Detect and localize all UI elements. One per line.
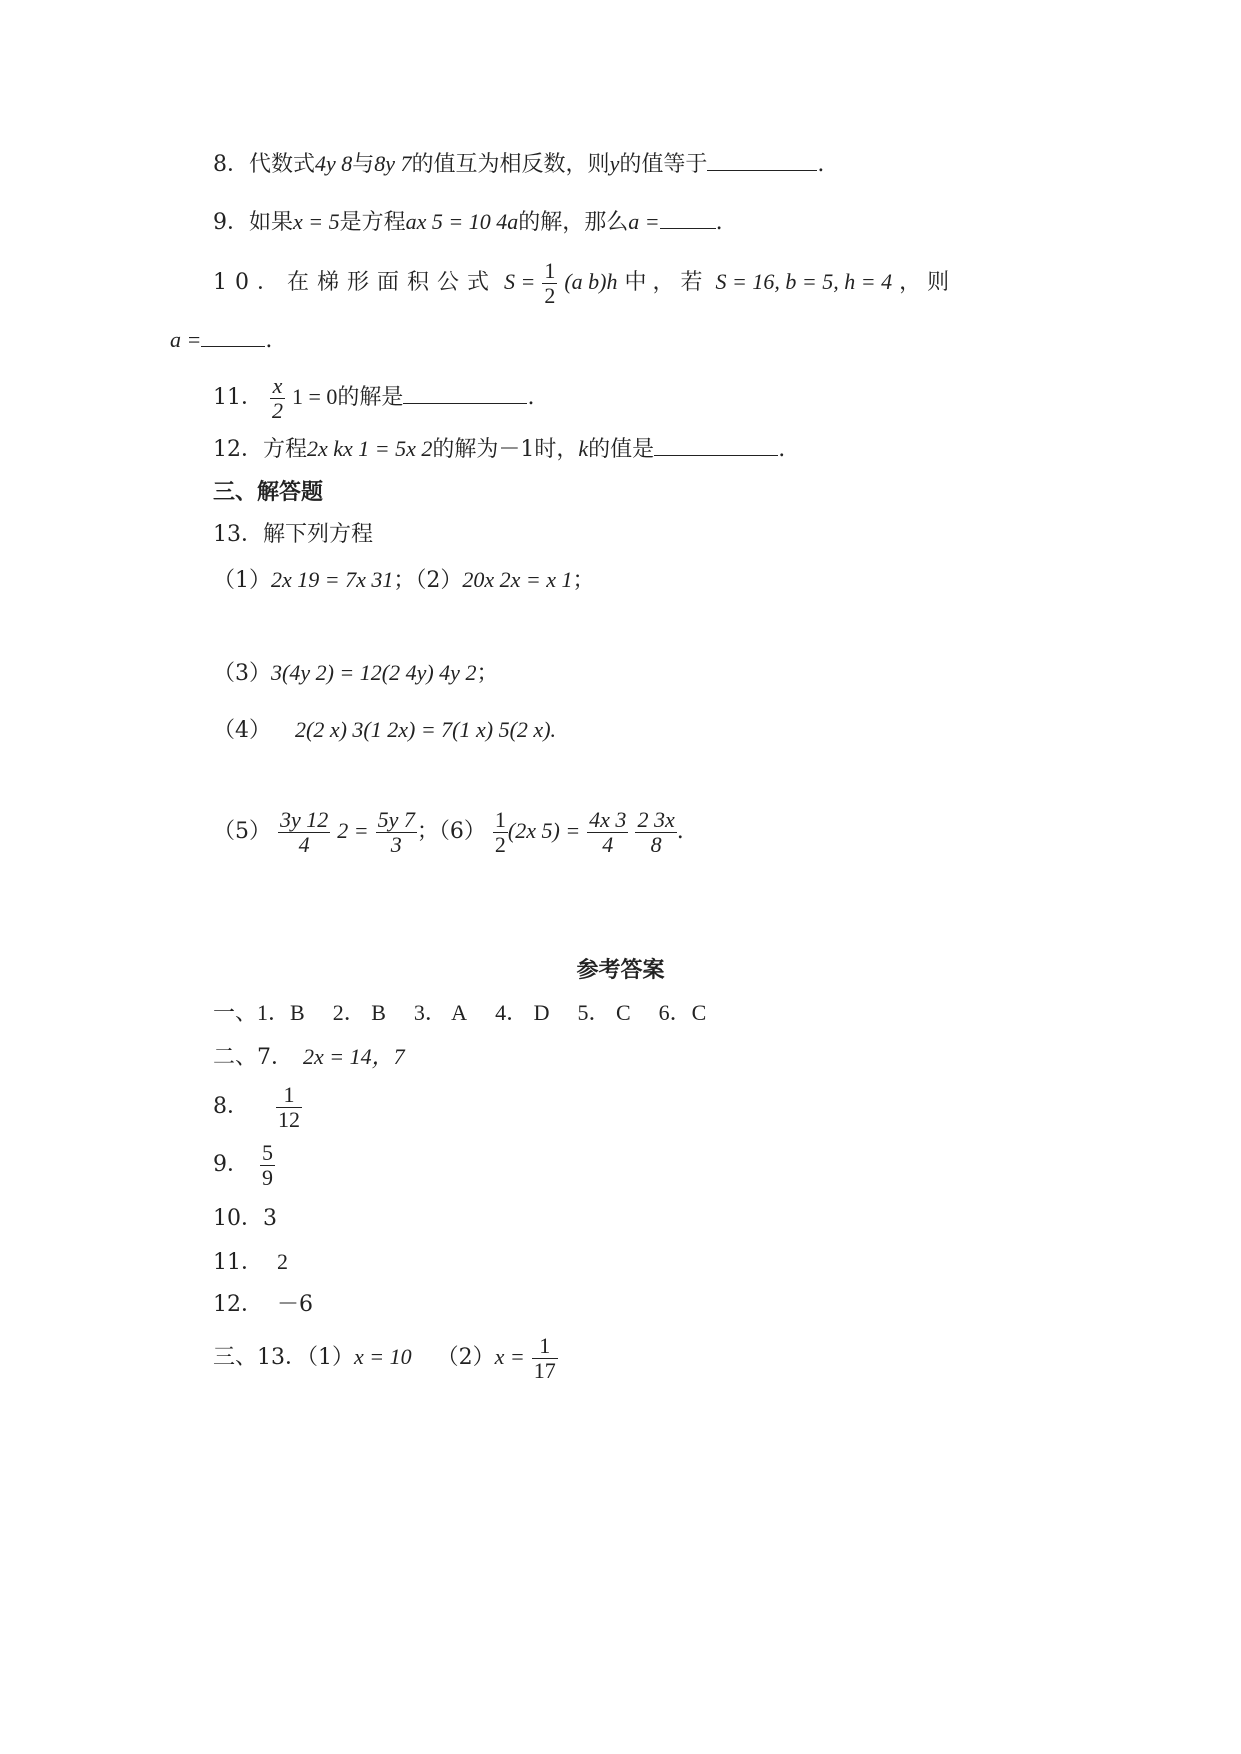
answers-row-1 xyxy=(213,998,706,1029)
answer-11-value: 2 xyxy=(277,1249,288,1274)
q13-row-1 xyxy=(213,565,595,596)
q13-p6-frac2 xyxy=(587,808,628,857)
answer-8-den: 12 xyxy=(278,1106,300,1132)
answer-8-label: 8． xyxy=(213,1094,249,1119)
q9-var: a = xyxy=(628,209,660,234)
answer-2: 2． B xyxy=(332,1000,386,1025)
q13-p6-f2-den: 4 xyxy=(602,831,614,857)
q11-blank[interactable] xyxy=(403,381,527,404)
q13-p4-label: （4） xyxy=(213,718,271,743)
q10-fraction xyxy=(542,259,557,308)
q8-prefix: 8．代数式 xyxy=(213,152,315,177)
answer-13-row xyxy=(213,1330,558,1385)
q12-suffix2: 的值是 xyxy=(588,437,655,462)
q13-p1-label: （1） xyxy=(213,568,271,593)
q13-p4-eq: 2(2 x) 3(1 2x) = 7(1 x) 5(2 x). xyxy=(295,717,557,742)
answer-12-row xyxy=(213,1290,313,1320)
q8-suffix: 的值互为相反数，则 xyxy=(411,152,610,177)
q10-prefix: 10．在梯形面积公式 xyxy=(213,270,497,295)
q12-end: . xyxy=(778,437,786,462)
q9-cond: x = 5 xyxy=(293,209,340,234)
answer-13-label: 三、13． xyxy=(213,1345,307,1370)
question-8 xyxy=(213,148,824,180)
q10-formula-lhs: S = xyxy=(504,269,536,294)
q12-eq: 2x kx 1 = 5x 2 xyxy=(307,436,433,461)
q10-line2-var: a = xyxy=(170,327,202,352)
q11-fraction xyxy=(270,374,285,423)
answer-13-p2-num: 1 xyxy=(532,1334,558,1359)
q13-p6-f3-num: 2 3x xyxy=(637,806,675,832)
q12-blank[interactable] xyxy=(654,433,778,456)
answer-4: 4． D xyxy=(495,1000,550,1025)
q9-blank[interactable] xyxy=(660,206,716,229)
q10-formula-rhs: (a b)h xyxy=(564,269,618,294)
answers-title: 参考答案 xyxy=(576,957,665,983)
answer-3: 3． A xyxy=(413,1000,468,1025)
answers-row1-label: 一、 xyxy=(213,1001,258,1026)
q8-mid: 与 xyxy=(352,152,375,177)
answer-13-p2-fraction xyxy=(532,1334,558,1383)
q12-prefix: 12．方程 xyxy=(213,437,307,462)
answer-12-value: －6 xyxy=(277,1292,313,1317)
question-10-line2 xyxy=(170,324,272,356)
q8-blank[interactable] xyxy=(707,148,817,171)
answer-9-fraction xyxy=(260,1141,275,1190)
q13-row-4 xyxy=(213,715,556,746)
q13-p6-mid: (2x 5) = xyxy=(507,818,581,843)
q13-p3-label: （3） xyxy=(213,661,271,686)
section-3-heading: 三、解答题 xyxy=(213,479,324,505)
q8-end: . xyxy=(817,152,825,177)
q9-end: . xyxy=(715,210,723,235)
answer-9-row xyxy=(213,1138,275,1192)
answer-8-num: 1 xyxy=(276,1083,302,1108)
q13-p6-frac3 xyxy=(635,808,676,857)
q13-p5-frac2 xyxy=(376,808,417,857)
q13-p6-f3-den: 8 xyxy=(650,831,662,857)
answer-6: 6．C xyxy=(658,1000,707,1025)
q13-p6-label: （6） xyxy=(438,819,486,844)
answer-8-fraction xyxy=(276,1083,302,1132)
q10-blank[interactable] xyxy=(201,324,265,347)
q13-p6-f2-num: 4x 3 xyxy=(589,806,627,832)
q13-p1-sep: ； xyxy=(393,568,416,593)
q13-p5-f2-num: 5y 7 xyxy=(377,806,415,832)
q9-suffix: 的解，那么 xyxy=(518,210,629,235)
answer-13-p2-lhs: x = xyxy=(494,1344,525,1369)
q12-var: k xyxy=(578,436,589,461)
q10-end: . xyxy=(265,328,273,353)
q13-p5-label: （5） xyxy=(213,819,271,844)
answer-13-p2-den: 17 xyxy=(533,1357,556,1383)
q13-p1-eq: 2x 19 = 7x 31 xyxy=(271,567,394,592)
question-11 xyxy=(213,372,534,423)
answer-11-row xyxy=(213,1247,288,1278)
q13-p2-label: （2） xyxy=(415,568,463,593)
q11-frac-den: 2 xyxy=(272,397,283,423)
answer-13-p1-label: （1） xyxy=(307,1345,354,1370)
q13-p6-f1-den: 2 xyxy=(494,831,506,857)
answer-12-label: 12． xyxy=(213,1292,263,1317)
q11-frac-num: x xyxy=(270,374,285,399)
q8-var: y xyxy=(609,151,620,176)
answer-7: 2x = 14，7 xyxy=(303,1044,405,1069)
q10-mid: 中，若 xyxy=(624,270,709,295)
q12-suffix: 的解为－1时， xyxy=(432,437,579,462)
answer-10: 10．3 xyxy=(213,1206,277,1231)
answer-13-p1: x = 10 xyxy=(354,1344,412,1369)
q13-p5-f1-den: 4 xyxy=(298,831,310,857)
q13-row-5 xyxy=(213,804,684,859)
q9-prefix: 9．如果 xyxy=(213,210,293,235)
q13-p6-frac1 xyxy=(493,808,508,857)
question-12 xyxy=(213,433,785,465)
question-10 xyxy=(213,258,955,308)
q11-prefix: 11． xyxy=(213,385,263,410)
q10-then: ，则 xyxy=(899,270,956,295)
answer-1: 1．B xyxy=(257,1000,305,1025)
question-9 xyxy=(213,206,723,238)
q13-p5-frac1 xyxy=(278,808,330,857)
answer-11-label: 11． xyxy=(213,1250,263,1275)
q9-mid: 是方程 xyxy=(339,210,406,235)
q11-rest: 1 = 0 xyxy=(292,384,338,409)
answer-9-label: 9． xyxy=(213,1152,249,1177)
q10-frac-den: 2 xyxy=(544,282,556,308)
q13-row-3 xyxy=(213,658,498,689)
answer-9-num: 5 xyxy=(262,1139,273,1165)
q10-frac-num: 1 xyxy=(544,257,556,283)
q13-p2-eq: 20x 2x = x 1 xyxy=(462,567,573,592)
q13-p6-end: . xyxy=(676,819,684,844)
question-13-title: 13．解下列方程 xyxy=(213,522,373,547)
answer-5: 5． C xyxy=(577,1000,631,1025)
q8-expr1: 4y 8 xyxy=(315,151,353,176)
answer-8-row xyxy=(213,1080,302,1134)
answers-row-2 xyxy=(213,1042,405,1073)
q13-p5-f2-den: 3 xyxy=(390,831,402,857)
q13-p6-f1-num: 1 xyxy=(494,806,506,832)
q13-p5-mid: 2 = xyxy=(337,818,369,843)
answers-row2-label: 二、7． xyxy=(213,1045,293,1070)
q13-p5-sep: ； xyxy=(416,819,439,844)
q13-p3-sep: ； xyxy=(476,661,499,686)
q9-eq: ax 5 = 10 4a xyxy=(405,209,519,234)
q8-suffix2: 的值等于 xyxy=(619,152,708,177)
q13-p5-f1-num: 3y 12 xyxy=(280,806,329,832)
q8-expr2: 8y 7 xyxy=(374,151,412,176)
q11-end: . xyxy=(527,385,535,410)
q13-p3-eq: 3(4y 2) = 12(2 4y) 4y 2 xyxy=(271,660,477,685)
q13-p2-sep: ； xyxy=(572,568,595,593)
answer-9-den: 9 xyxy=(262,1164,273,1190)
answer-13-p2-label: （2） xyxy=(436,1345,495,1370)
q10-given: S = 16, b = 5, h = 4 xyxy=(715,269,893,294)
q11-suffix: 的解是 xyxy=(337,385,404,410)
